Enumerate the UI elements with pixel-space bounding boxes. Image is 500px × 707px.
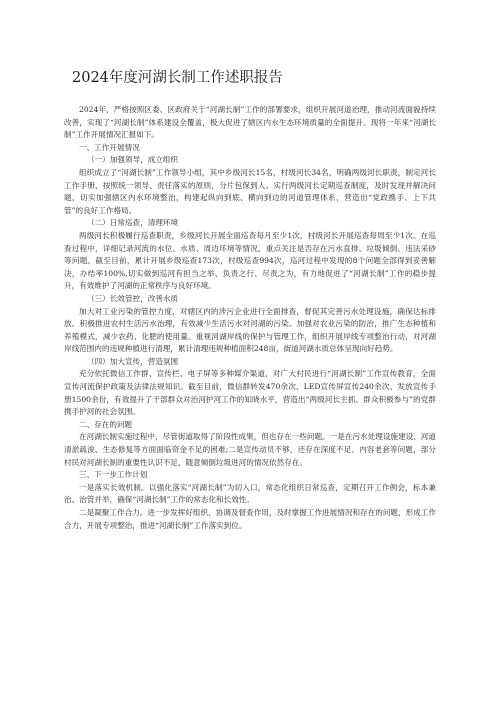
paragraph-plan-synergy: 二是凝聚工作合力。进一步发挥好组织、协调及督查作用，及时掌握工作进展情况和存在的问题，形成工作合力，开展专项整治，推进“河湖长制”工作落实到位。 bbox=[64, 508, 436, 530]
subsection-heading-leadership: （一）加强领导，成立组织 bbox=[87, 155, 179, 165]
document-title: 2024年度河湖长制工作述职报告 bbox=[72, 70, 283, 86]
paragraph-problems: 在河湖长制实施过程中，尽管街道取得了阶段性成果，但也存在一些问题。一是在污水处理设施建设、河道清淤疏浚、生态修复等方面面临资金不足的困难;二是宣传动员不够，还存在深度不足、内容老套等问题，部分村民对河湖长制的重要性认识不足，随意倾倒垃圾进河的情况依然存在。 bbox=[64, 432, 436, 467]
subsection-heading-water-quality: （三）长效管控，改善水质 bbox=[87, 293, 179, 303]
section-heading-problems: 二、存在的问题 bbox=[79, 419, 133, 429]
paragraph-publicity: 充分依托微信工作群、宣传栏、电子屏等多种媒介渠道，对广大村民进行“河湖长制”工作宣传教育，全面宣传河流保护政策及法律法规知识。截至目前，微信群转发470余次、LED宣传屏宣传240余次、发放宣传手册1500余份，有效提升了干部群众对治河护河工作的知晓水平，营造出“两级河长主抓、群众积极参与”的党群携手护河的社会氛围。 bbox=[64, 369, 436, 417]
subsection-heading-inspection: （二）日常巡查，清理环境 bbox=[87, 218, 179, 228]
subsection-heading-publicity: （四）加大宣传，营造氛围 bbox=[87, 356, 179, 366]
section-heading-next-plan: 三、下一步工作计划 bbox=[79, 470, 148, 480]
paragraph-inspection: 两级河长积极履行巡查职责，乡级河长开展全面巡查每月至少1次，村级河长开展巡查每周至少1次。在巡查过程中，详细记录河流的水位、水质、周边环境等情况，重点关注是否存在污水直排、垃圾倾倒、违法采砂等问题。截至目前，累计开展乡级巡查173次，村级巡查994次，巡河过程中发现的8个问题全部得到妥善解决，办结率100%,切实做到巡河有担当之举、负责之行、尽责之为，有力地促进了“河湖长制”工作的稳步提升，有效维护了河湖的正常秩序与良好环境。 bbox=[64, 230, 436, 291]
paragraph-leadership: 组织成立了“河湖长制”工作领导小组，其中乡级河长15名，村级河长34名，明确两级河长职责，制定河长工作手册，按照统一领导、责任落实的原则，分片包保到人。实行两级河长定期巡查制度，及时发现并解决问题，切实加强辖区内水环境整治，构建起纵向到底、横向到边的河道管理体系，营造出“党政携手、上下共管”的良好工作格局。 bbox=[64, 167, 436, 215]
section-heading-work-status: 一、工作开展情况 bbox=[79, 142, 140, 152]
paragraph-water-quality: 加大对工业污染的管控力度，对辖区内的涉污企业进行全面排查，督促其完善污水处理设施，确保达标排放。积极推进农村生活污水治理，有效减少生活污水对河湖的污染。加强对农业污染的防治，推广生态种植和养殖模式，减少农药、化肥的使用量。重视河湖岸线的保护与管理工作，组织开展岸线专项整治行动，对河湖岸线范围内的违规种植进行清理，累计清理违规种植面积248亩，街道河湖水质总体呈现向好趋势。 bbox=[64, 306, 436, 354]
paragraph-plan-mechanism: 一是落实长效机制。以强化落实“河湖长制”为切入口，常态化组织日常巡查，定期召开工作例会，标本兼治、治管并举，确保“河湖长制”工作的常态化和长效性。 bbox=[64, 482, 436, 505]
intro-paragraph: 2024年，严格按照区委、区政府关于“河湖长制”工作的部署要求，组织开展河道治理，推动河流面貌持续改善，实现了“河湖长制”体系建设全覆盖，极大促进了辖区内水生态环境质量的全面提升。现将一年来“河湖长制”工作开展情况汇报如下。 bbox=[64, 105, 436, 140]
